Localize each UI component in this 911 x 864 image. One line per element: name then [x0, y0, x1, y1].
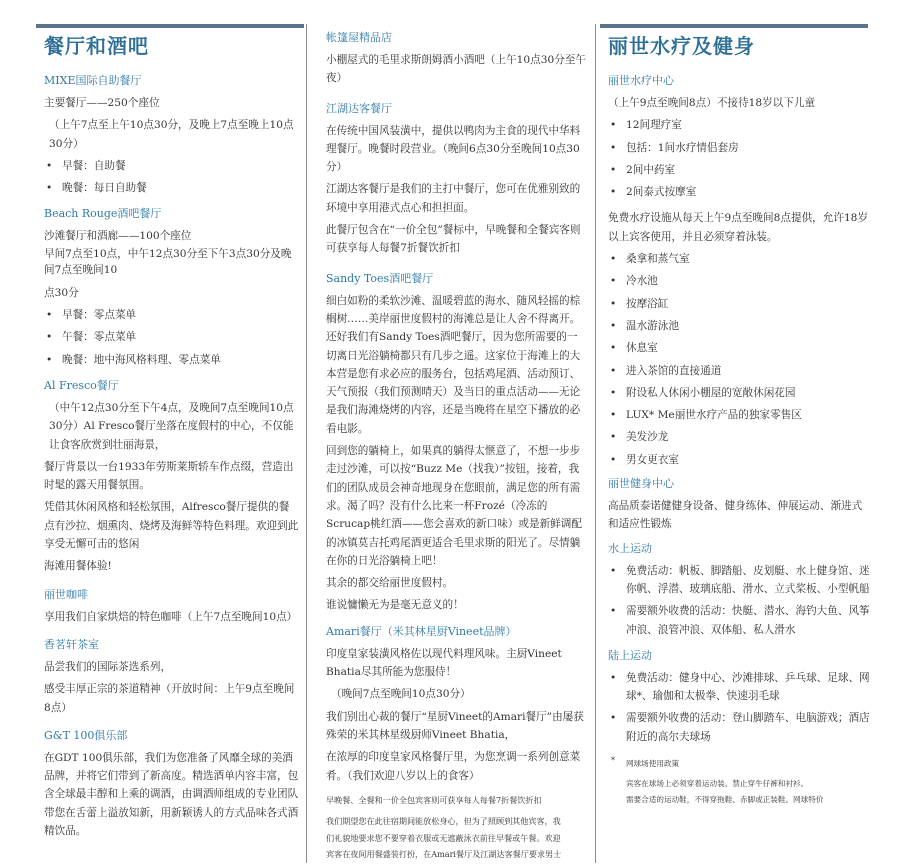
column-dining-2 [307, 0, 595, 863]
heading-tea-room: 香茗轩茶室 [44, 638, 299, 652]
heading-al-fresco: Al Fresco餐厅 [44, 379, 299, 393]
list-item: • 进入茶馆的直接通道 [608, 362, 870, 380]
list-item: • 冷水池 [608, 272, 870, 290]
section-title-spa: 丽世水疗及健身 [608, 30, 755, 59]
amari-p2: （晚间7点至晚间10点30分） [326, 685, 588, 703]
mixe-list [44, 157, 299, 198]
heading-spa-center: 丽世水疗中心 [608, 74, 870, 88]
tennis-policy-line: 宾客在球场上必须穿着运动装。禁止穿牛仔裤和衬衫。 [608, 776, 870, 792]
title-bar [600, 24, 868, 28]
spa-facilities-intro: 免费水疗设施从每天上午9点至晚间8点提供，允许18岁以上宾客使用，并且必须穿着泳装。 [608, 209, 870, 246]
tea-p1: 品尝我们的国际茶选系列， [44, 658, 299, 676]
list-item: • 美发沙龙 [608, 428, 870, 446]
alfresco-p4: 海滩用餐体验! [44, 557, 299, 575]
sandy-p2: 回到您的躺椅上，如果真的躺得太惬意了，不想一步步走过沙滩，可以按“Buzz Me（找我）”按钮，接着，我们的团队成员会神奇地现身在您眼前，满足您的所有需求。渴了吗？没有什么比来一杯Frozé（冷冻的Scrucap桃红酒——您会喜欢的新口味）或是新鲜调配的冰镇莫吉托鸡尾酒更适合毛里求斯的阳光了。尽情躺在你的日光浴躺椅上吧！ [326, 442, 588, 570]
alfresco-p3: 凭借其休闲风格和轻松氛围，Alfresco餐厅提供的餐点有沙拉、烟熏肉、烧烤及海鲜等特色料理。欢迎到此享受无懈可击的悠闲 [44, 498, 299, 553]
beach-hours: 早间7点至10点，中午12点30分至下午3点30分及晚间7点至晚间10 [44, 246, 299, 278]
sandy-p4: 谁说慵懒无为是毫无意义的！ [326, 596, 588, 614]
list-item: • 需要额外收费的活动：快艇、潜水、海钓大鱼、风筝冲浪、浪管冲浪、双体船、私人滑水 [608, 602, 870, 639]
amari-p3: 我们别出心裁的餐厅“星厨Vineet的Amari餐厅”由屡获殊荣的米其林星级厨师Vineet Bhatia， [326, 708, 588, 745]
alfresco-p2: 餐厅背景以一台1933年劳斯莱斯轿车作点缀，营造出时髦的露天用餐氛围。 [44, 458, 299, 495]
heading-mixe: MIXE国际自助餐厅 [44, 74, 299, 88]
list-item: • 需要额外收费的活动：登山脚踏车、电脑游戏；酒店附近的高尔夫球场 [608, 709, 870, 746]
list-item: • 免费活动：帆板、脚踏船、皮划艇、水上健身馆、迷你帆、浮潜、玻璃底船、滑水、立式桨板、小型帆船 [608, 562, 870, 599]
spa-rooms-list [608, 116, 870, 201]
list-item: • 免费活动：健身中心、沙滩排球、乒乓球、足球、网球*、瑜伽和太极拳、快速羽毛球 [608, 669, 870, 706]
list-item: • 晚餐：每日自助餐 [44, 179, 299, 197]
heading-fitness-center: 丽世健身中心 [608, 477, 870, 491]
list-item: • 12间理疗室 [608, 116, 870, 134]
heading-coffee: 丽世咖啡 [44, 588, 299, 602]
water-sports-list [608, 562, 870, 639]
heading-beach-rouge: Beach Rouge酒吧餐厅 [44, 207, 299, 221]
mixe-hours: （上午7点至上午10点30分，及晚上7点至晚上10点30分） [44, 116, 299, 153]
list-item: • 2间泰式按摩室 [608, 183, 870, 201]
beach-seats: 沙滩餐厅和酒廊——100个座位 [44, 227, 299, 245]
heading-sandy-toes: Sandy Toes酒吧餐厅 [326, 272, 588, 286]
amari-p1: 印度皇家装潢风格佐以现代料理风味。主厨Vineet Bhatia尽其所能为您服侍！ [326, 645, 588, 682]
land-sports-list [608, 669, 870, 746]
list-item: • 附设私人休闲小棚屋的宽敞休闲花园 [608, 384, 870, 402]
beach-list [44, 306, 299, 369]
fitness-p1: 高品质泰诺健健身设备、健身练体、伸展运动、渐进式和适应性锻炼 [608, 497, 870, 534]
jianghu-p1: 在传统中国风装潢中，提供以鸭肉为主食的现代中华料理餐厅。晚餐时段营业。（晚间6点30分至晚间10点30分） [326, 122, 588, 177]
spa-hours: （上午9点至晚间8点）不接待18岁以下儿童 [608, 94, 870, 112]
list-item: • 早餐：零点菜单 [44, 306, 299, 324]
title-bar [36, 24, 304, 28]
dress-code-line: 们礼貌地要求您不要穿着衣服或无遮蔽泳衣前往早餐或午餐。欢迎 [326, 831, 588, 847]
footnote-title: 网球场使用政策 [626, 759, 679, 768]
list-item: • 早餐：自助餐 [44, 157, 299, 175]
mixe-seats: 主要餐厅——250个座位 [44, 94, 299, 112]
tea-p2: 感受丰厚正宗的茶道精神（开放时间：上午9点至晚间8点） [44, 680, 299, 717]
heading-tent-shop: 帐篷屋精品店 [326, 31, 588, 45]
list-item: • 休息室 [608, 339, 870, 357]
heading-water-sports: 水上运动 [608, 542, 870, 556]
list-item: • 男女更衣室 [608, 451, 870, 469]
jianghu-p2: 江湖达客餐厅是我们的主打中餐厅，您可在优雅别致的环境中享用港式点心和担担面。 [326, 180, 588, 217]
list-item: • 温水游泳池 [608, 317, 870, 335]
alfresco-p1: （中午12点30分至下午4点，及晚间7点至晚间10点30分）Al Fresco餐厅坐落在度假村的中心，不仅能让食客欣赏到壮丽海景， [44, 399, 299, 454]
dress-code-line: 我们期望您在此往宿期间能放松身心，但为了照顾到其他宾客，我 [326, 814, 588, 830]
sandy-p3: 其余的都交给丽世度假村。 [326, 574, 588, 592]
list-item: • 午餐：零点菜单 [44, 328, 299, 346]
heading-land-sports: 陆上运动 [608, 649, 870, 663]
beach-hours-cont: 点30分 [44, 284, 299, 302]
footnote-mark: * [611, 755, 615, 767]
tennis-policy-title [608, 758, 870, 770]
heading-jianghu: 江湖达客餐厅 [326, 102, 588, 116]
gt-p1: 在GDT 100俱乐部，我们为您准备了风靡全球的美酒品牌，并将它们带到了新高度。精选酒单内容丰富，包含全球最丰醇和上乘的调酒，由调酒师组成的专业团队带您在舌蕾上溢放知新，用新颖诱人的方式品味各式酒精饮品。 [44, 749, 299, 840]
column-3-content [608, 74, 870, 808]
column-restaurants [0, 0, 306, 863]
section-title-restaurants: 餐厅和酒吧 [44, 30, 149, 59]
column-2-content [326, 31, 588, 864]
amari-p4: 在浓厚的印度皇家风格餐厅里，为您烹调一系列创意菜肴。（我们欢迎八岁以上的食客） [326, 748, 588, 785]
heading-gt-club: G&T 100俱乐部 [44, 729, 299, 743]
list-item: • LUX* Me丽世水疗产品的独家零售区 [608, 406, 870, 424]
tennis-policy-line: 需要合适的运动鞋，不得穿拖鞋、赤脚或正装鞋。网球特价 [608, 792, 870, 808]
spa-facilities-list [608, 250, 870, 469]
list-item: • 包括：1间水疗情侣套房 [608, 139, 870, 157]
dress-code-line: 宾客在夜间用餐盛装打扮，在Amari餐厅及江湖达客餐厅要求男士 [326, 847, 588, 863]
sandy-p1: 细白如粉的柔软沙滩、温暖碧蓝的海水、随风轻摇的棕榈树……美岸丽世度假村的海滩总是让人舍不得离开。还好我们有Sandy Toes酒吧餐厅，因为您所需要的一切离日光浴躺椅都只有几步之遥。这家位于海滩上的大本营是您有求必应的服务台，包括鸡尾酒、活动预订、天气预报（我们预测晴天）及当日的重点活动——无论是我们海滩烧烤的内容，还是当晚将在星空下播放的必看电影。 [326, 292, 588, 438]
tent-p1: 小棚屋式的毛里求斯朗姆酒小酒吧（上午10点30分至午夜） [326, 51, 588, 88]
column-1-content [44, 74, 299, 844]
jianghu-p3: 此餐厅包含在“一价全包”餐标中，早晚餐和全餐宾客则可获享每人每餐7折餐饮折扣 [326, 221, 588, 258]
column-spa-fitness [596, 0, 911, 863]
list-item: • 晚餐：地中海风格料理、零点菜单 [44, 351, 299, 369]
list-item: • 桑拿和蒸气室 [608, 250, 870, 268]
heading-amari: Amari餐厅（米其林星厨Vineet品牌） [326, 625, 588, 639]
coffee-p1: 享用我们自家烘焙的特色咖啡（上午7点至晚间10点） [44, 608, 299, 626]
list-item: • 2间中药室 [608, 161, 870, 179]
discount-note: 早晚餐、全餐和一价全包宾客则可获享每人每餐7折餐饮折扣 [326, 793, 588, 809]
list-item: • 按摩浴缸 [608, 295, 870, 313]
